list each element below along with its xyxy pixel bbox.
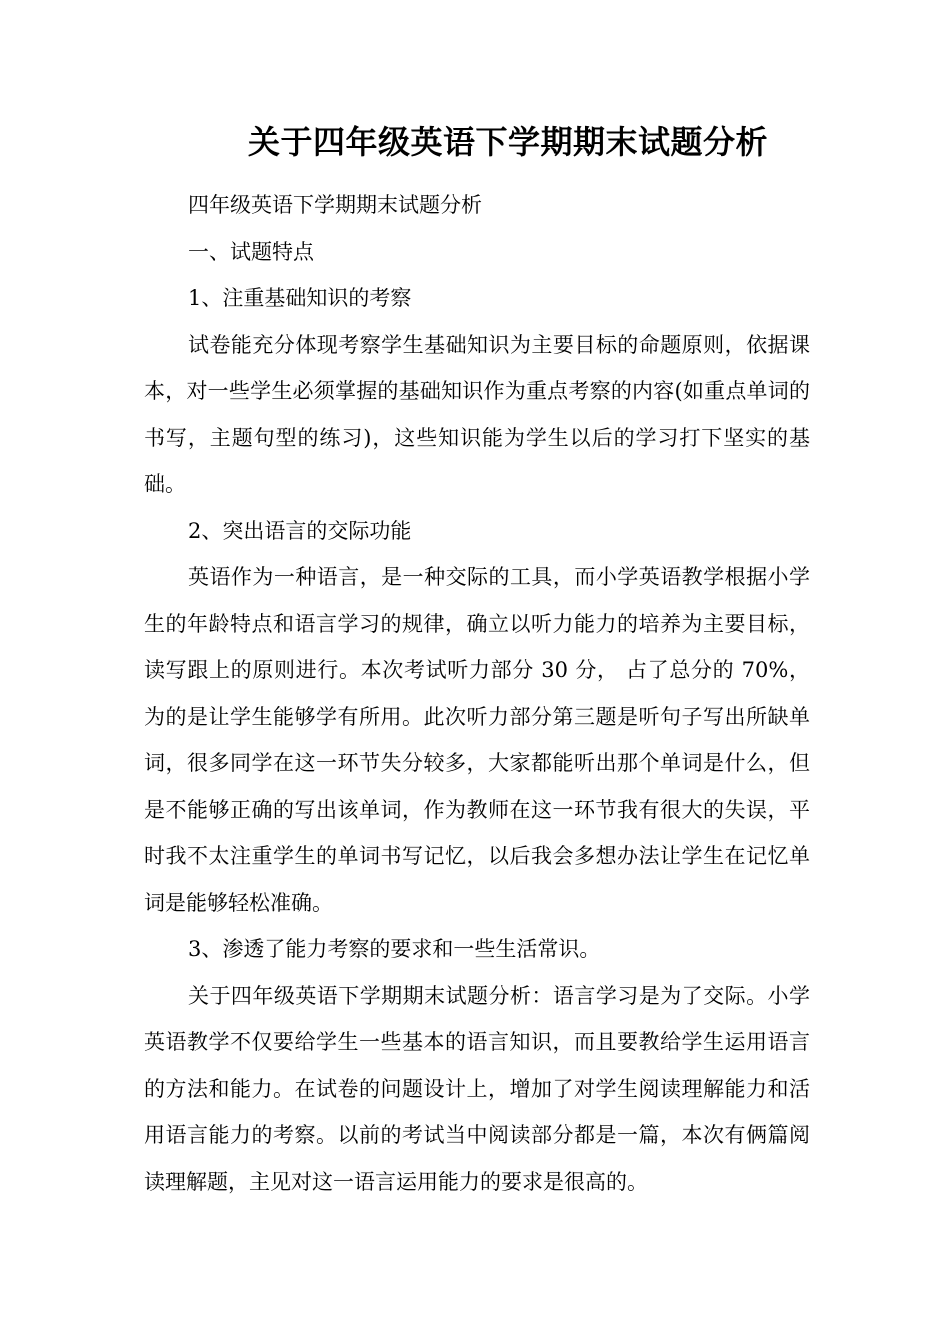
paragraph-communication: 英语作为一种语言，是一种交际的工具，而小学英语教学根据小学生的年龄特点和语言学习的规律，确立以听力能力的培养为主要目标，读写跟上的原则进行。本次考试听力部分 30 分， 占了总分的 70%，为的是让学生能够学有所用。此次听力部分第三题是听句子写出所缺单词，很多同学在这一环节失分较多，大家都能听出那个单词是什么，但是不能够正确的写出该单词，作为教师在这一环节我有很大的失误，平时我不太注重学生的单词书写记忆，以后我会多想办法让学生在记忆单词是能够轻松准确。: [144, 565, 810, 915]
subheading-communication: 2、突出语言的交际功能: [188, 518, 412, 543]
section-heading-features: 一、试题特点: [188, 239, 314, 264]
subheading-basic-knowledge: 1、注重基础知识的考察: [188, 286, 412, 310]
paragraph-basic-knowledge: 试卷能充分体现考察学生基础知识为主要目标的命题原则，依据课本，对一些学生必须掌握的基础知识作为重点考察的内容(如重点单词的书写，主题句型的练习)，这些知识能为学生以后的学习打下坚实的基础。: [144, 332, 810, 496]
paragraph-subtitle: 四年级英语下学期期末试题分析: [188, 193, 482, 217]
subheading-ability: 3、渗透了能力考察的要求和一些生活常识。: [188, 937, 601, 961]
paragraph-analysis: 关于四年级英语下学期期末试题分析：语言学习是为了交际。小学英语教学不仅要给学生一些基本的语言知识，而且要教给学生运用语言的方法和能力。在试卷的问题设计上，增加了对学生阅读理解能力和活用语言能力的考察。以前的考试当中阅读部分都是一篇，本次有俩篇阅读理解题，主见对这一语言运用能力的要求是很高的。: [144, 983, 810, 1194]
document-body: [144, 182, 810, 1205]
document-title: 关于四年级英语下学期期末试题分析: [247, 123, 768, 161]
